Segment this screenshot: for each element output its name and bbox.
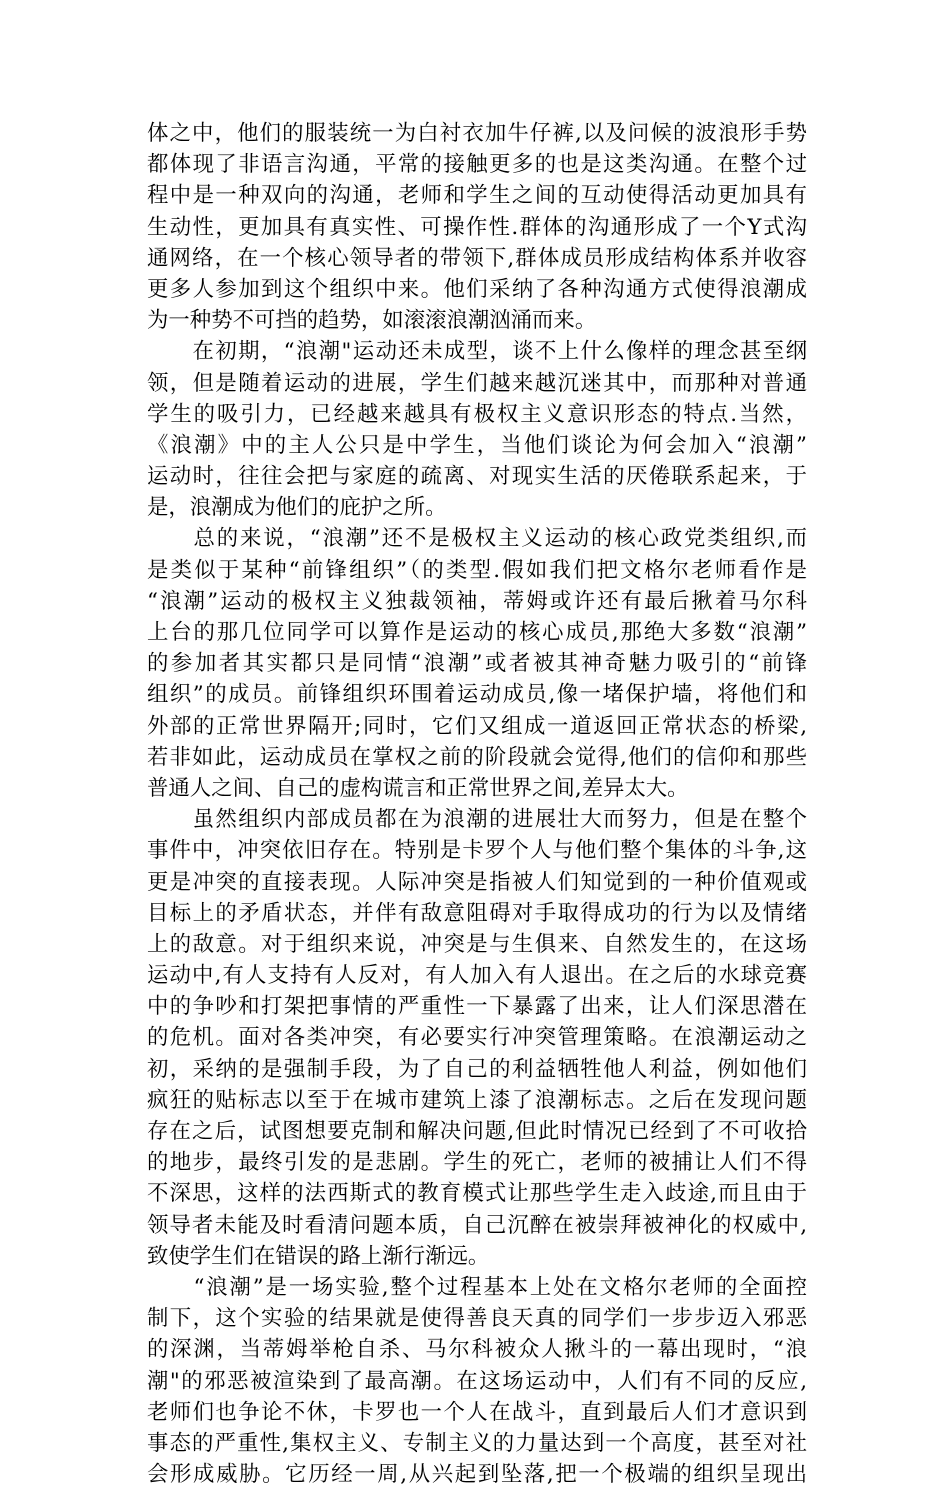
text-line: 目标上的矛盾状态，并伴有敌意阻碍对手取得成功的行为以及情绪 [147,900,807,926]
text-line: 事态的严重性,集权主义、专制主义的力量达到一个高度，甚至对社 [147,1430,807,1456]
document-body [147,118,807,1490]
text-line: 的危机。面对各类冲突，有必要实行冲突管理策略。在浪潮运动之 [147,1025,807,1051]
text-line: 存在之后，试图想要克制和解决问题,但此时情况已经到了不可收拾 [147,1119,807,1144]
text-line: 若非如此，运动成员在掌权之前的阶段就会觉得,他们的信仰和那些 [147,744,807,770]
text-line: 老师们也争论不休，卡罗也一个人在战斗，直到最后人们才意识到 [147,1399,807,1425]
text-line: 事件中，冲突依旧存在。特别是卡罗个人与他们整个集体的斗争,这 [147,838,807,864]
text-line: 外部的正常世界隔开;同时，它们又组成一道返回正常状态的桥梁, [147,713,807,739]
text-line: 致使学生们在错误的路上渐行渐远。 [147,1243,490,1269]
text-line: 运动中,有人支持有人反对，有人加入有人退出。在之后的水球竞赛 [147,963,807,989]
text-line: 的参加者其实都只是同情“浪潮”或者被其神奇魅力吸引的“前锋 [147,651,807,677]
text-line: 组织”的成员。前锋组织环围着运动成员,像一堵保护墙，将他们和 [147,682,807,708]
text-line: 疯狂的贴标志以至于在城市建筑上漆了浪潮标志。之后在发现问题 [147,1087,807,1113]
text-line: 虽然组织内部成员都在为浪潮的进展壮大而努力，但是在整个 [147,807,807,833]
text-line: 都体现了非语言沟通，平常的接触更多的也是这类沟通。在整个过 [147,152,807,178]
text-line: 为一种势不可挡的趋势，如滚滚浪潮汹涌而来。 [147,308,597,334]
text-line: 《浪潮》中的主人公只是中学生，当他们谈论为何会加入“浪潮” [147,432,807,458]
text-line: 体之中，他们的服装统一为白衬衣加牛仔裤,以及问候的波浪形手势 [147,121,807,146]
text-line: 在初期，“浪潮"运动还未成型，谈不上什么像样的理念甚至纲 [147,339,807,365]
paragraph-5 [147,1272,807,1490]
text-line: 制下，这个实验的结果就是使得善良天真的同学们一步步迈入邪恶 [147,1306,807,1332]
text-line: “浪潮”运动的极权主义独裁领袖，蒂姆或许还有最后揪着马尔科 [147,588,807,614]
text-line: 中的争吵和打架把事情的严重性一下暴露了出来，让人们深思潜在 [147,994,807,1020]
paragraph-3 [147,523,807,804]
text-line: 领，但是随着运动的进展，学生们越来越沉迷其中，而那种对普通 [147,370,807,396]
text-line: 的地步，最终引发的是悲剧。学生的死亡，老师的被捕让人们不得 [147,1150,807,1176]
text-line: 程中是一种双向的沟通，老师和学生之间的互动使得活动更加具有 [147,183,807,209]
text-line: 潮"的邪恶被渲染到了最高潮。在这场运动中，人们有不同的反应, [147,1368,807,1394]
text-line: 的深渊，当蒂姆举枪自杀、马尔科被众人揪斗的一幕出现时，“浪 [147,1337,807,1363]
text-line: 更多人参加到这个组织中来。他们采纳了各种沟通方式使得浪潮成 [147,276,807,302]
paragraph-2 [147,336,807,523]
text-line: 不深思，这样的法西斯式的教育模式让那些学生走入歧途,而且由于 [147,1181,807,1207]
paragraph-4 [147,804,807,1272]
text-line: 是类似于某种“前锋组织”（的类型.假如我们把文格尔老师看作是 [147,557,807,583]
paragraph-1 [147,118,807,336]
text-line: 总的来说，“浪潮”还不是极权主义运动的核心政党类组织,而 [147,526,807,552]
text-line: 运动时，往往会把与家庭的疏离、对现实生活的厌倦联系起来，于 [147,464,807,490]
text-line: 普通人之间、自己的虚构谎言和正常世界之间,差异太大。 [147,775,689,801]
text-line: 上台的那几位同学可以算作是运动的核心成员,那绝大多数“浪潮” [147,620,807,645]
text-line: 领导者未能及时看清问题本质，自己沉醉在被崇拜被神化的权威中, [147,1212,807,1238]
text-line: 生动性，更加具有真实性、可操作性.群体的沟通形成了一个Y式沟 [147,214,807,240]
text-line: 更是冲突的直接表现。人际冲突是指被人们知觉到的一种价值观或 [147,869,807,895]
text-line: 学生的吸引力，已经越来越具有极权主义意识形态的特点.当然， [147,401,807,427]
text-line: 会形成威胁。它历经一周,从兴起到坠落,把一个极端的组织呈现出 [147,1462,807,1488]
text-line: 是，浪潮成为他们的庇护之所。 [147,495,447,521]
text-line: 上的敌意。对于组织来说，冲突是与生俱来、自然发生的，在这场 [147,931,807,957]
text-line: 通网络，在一个核心领导者的带领下,群体成员形成结构体系并收容 [147,245,807,271]
text-line: 初，采纳的是强制手段，为了自己的利益牺牲他人利益，例如他们 [147,1056,807,1082]
text-line: “浪潮”是一场实验,整个过程基本上处在文格尔老师的全面控 [147,1274,807,1300]
